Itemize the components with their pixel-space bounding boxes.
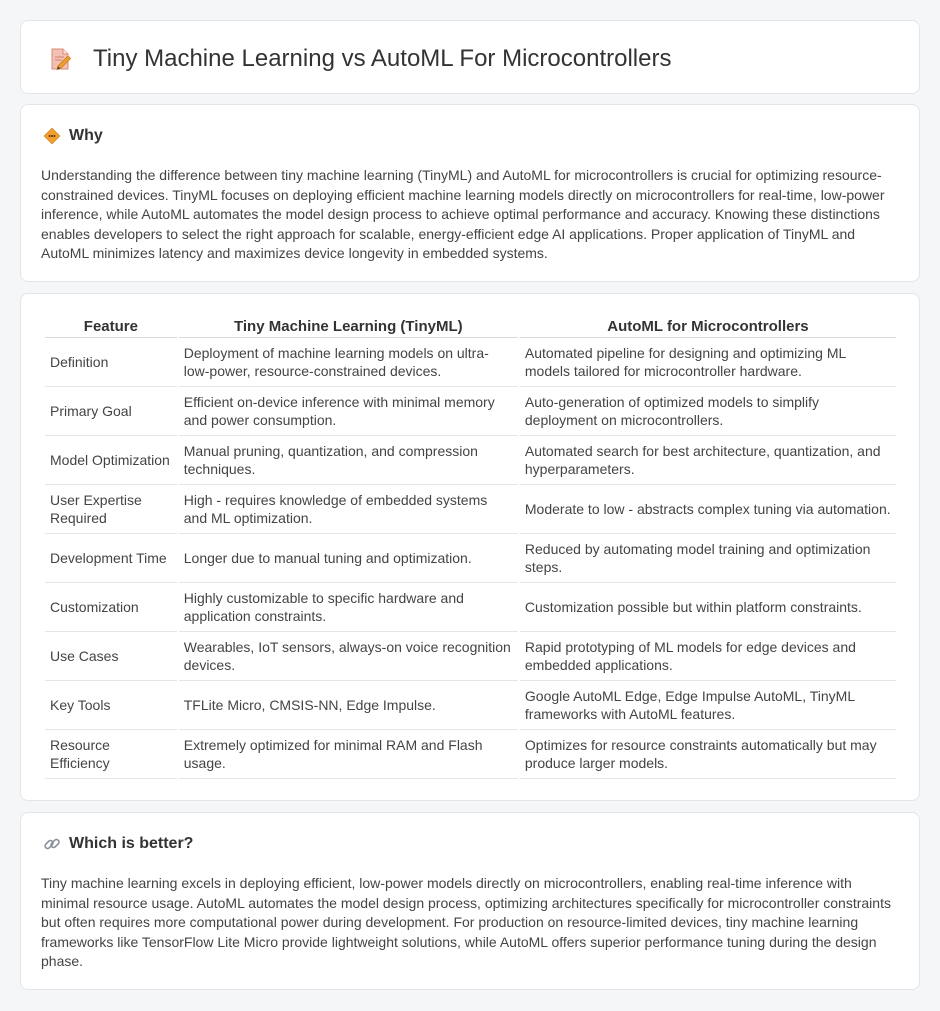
tinyml-cell: Manual pruning, quantization, and compression techniques. — [179, 436, 518, 485]
feature-cell: Development Time — [45, 534, 177, 583]
automl-cell: Customization possible but within platform constraints. — [520, 583, 896, 632]
feature-cell: Resource Efficiency — [45, 730, 177, 779]
tinyml-cell: TFLite Micro, CMSIS-NN, Edge Impulse. — [179, 681, 518, 730]
comparison-table — [43, 316, 898, 779]
table-row — [45, 583, 896, 632]
better-text: Tiny machine learning excels in deploying efficient, low-power models directly on microcontrollers, enabling real-time inference with minimal resource usage. AutoML automates the model design process, optimizing architectures specifically for microcontroller constraints but often requires more computational power during development. For production on resource-limited devices, tiny machine learning frameworks like TensorFlow Lite Micro provide lightweight solutions, while AutoML offers superior performance tuning during the design phase. — [41, 875, 891, 970]
feature-cell: Definition — [45, 338, 177, 387]
automl-cell: Auto-generation of optimized models to simplify deployment on microcontrollers. — [520, 387, 896, 436]
tinyml-cell: Longer due to manual tuning and optimization. — [179, 534, 518, 583]
tinyml-cell: High - requires knowledge of embedded systems and ML optimization. — [179, 485, 518, 534]
feature-cell: Customization — [45, 583, 177, 632]
tinyml-cell: Deployment of machine learning models on ultra-low-power, resource-constrained devices. — [179, 338, 518, 387]
title-card — [20, 20, 920, 94]
link-icon — [43, 835, 61, 853]
which-better-section — [20, 812, 920, 990]
table-header-row — [45, 316, 896, 338]
better-header — [43, 835, 193, 853]
feature-cell: Model Optimization — [45, 436, 177, 485]
table-row — [45, 436, 896, 485]
automl-cell: Moderate to low - abstracts complex tuning via automation. — [520, 485, 896, 534]
page-title: Tiny Machine Learning vs AutoML For Microcontrollers — [93, 45, 672, 72]
why-text: Understanding the difference between tiny machine learning (TinyML) and AutoML for microcontrollers is crucial for optimizing resource-constrained devices. TinyML focuses on deploying efficient machine learning models directly on microcontrollers for real-time, low-power inference, while AutoML automates the model design process to achieve optimal performance and accuracy. Knowing these distinctions enables developers to select the right approach for scalable, energy-efficient edge AI applications. Proper application of TinyML and AutoML minimizes latency and maximizes device longevity in embedded systems. — [41, 167, 885, 262]
title-row — [47, 45, 671, 73]
automl-cell: Google AutoML Edge, Edge Impulse AutoML, TinyML frameworks with AutoML features. — [520, 681, 896, 730]
table-row — [45, 387, 896, 436]
header-tinyml: Tiny Machine Learning (TinyML) — [179, 316, 518, 338]
feature-cell: Primary Goal — [45, 387, 177, 436]
automl-cell: Automated pipeline for designing and optimizing ML models tailored for microcontroller hardware. — [520, 338, 896, 387]
table-row — [45, 338, 896, 387]
table-row — [45, 730, 896, 779]
header-automl: AutoML for Microcontrollers — [520, 316, 896, 338]
why-section — [20, 104, 920, 282]
diamond-warning-icon — [43, 127, 61, 145]
automl-cell: Rapid prototyping of ML models for edge devices and embedded applications. — [520, 632, 896, 681]
document-pencil-icon — [47, 46, 73, 72]
automl-cell: Optimizes for resource constraints automatically but may produce larger models. — [520, 730, 896, 779]
feature-cell: User Expertise Required — [45, 485, 177, 534]
table-row — [45, 632, 896, 681]
feature-cell: Key Tools — [45, 681, 177, 730]
automl-cell: Reduced by automating model training and optimization steps. — [520, 534, 896, 583]
header-feature: Feature — [45, 316, 177, 338]
tinyml-cell: Extremely optimized for minimal RAM and Flash usage. — [179, 730, 518, 779]
tinyml-cell: Highly customizable to specific hardware and application constraints. — [179, 583, 518, 632]
automl-cell: Automated search for best architecture, quantization, and hyperparameters. — [520, 436, 896, 485]
table-row — [45, 681, 896, 730]
why-heading: Why — [69, 127, 103, 144]
table-row — [45, 534, 896, 583]
better-heading: Which is better? — [69, 835, 194, 852]
why-header — [43, 127, 103, 145]
comparison-table-card — [20, 293, 920, 801]
tinyml-cell: Efficient on-device inference with minimal memory and power consumption. — [179, 387, 518, 436]
feature-cell: Use Cases — [45, 632, 177, 681]
tinyml-cell: Wearables, IoT sensors, always-on voice recognition devices. — [179, 632, 518, 681]
table-row — [45, 485, 896, 534]
